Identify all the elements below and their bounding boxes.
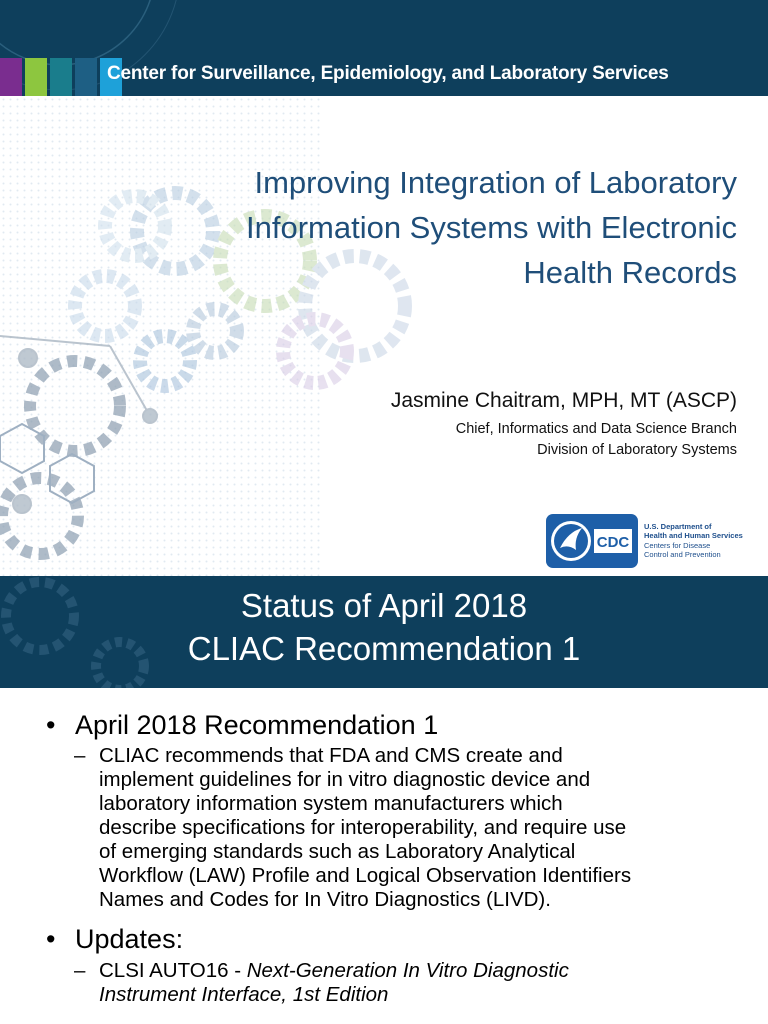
color-bar bbox=[25, 58, 47, 96]
cdc-line: Centers for Disease bbox=[644, 541, 711, 550]
sub-bullet-line: CLIAC recommends that FDA and CMS create and bbox=[99, 744, 563, 767]
presenter-role bbox=[391, 419, 737, 461]
title-line: CLIAC Recommendation 1 bbox=[187, 630, 581, 667]
content-slide bbox=[0, 576, 768, 1024]
sub-bullet-line: laboratory information system manufacturers which bbox=[99, 792, 563, 815]
slide-title bbox=[137, 160, 737, 295]
dash-marker: – bbox=[74, 959, 86, 982]
bullet-text: April 2018 Recommendation 1 bbox=[75, 710, 439, 740]
sub-bullet bbox=[46, 744, 746, 912]
sub-bullet-line: Names and Codes for In Vitro Diagnostics (LIVD). bbox=[99, 888, 551, 911]
sub-bullet-italic: Next-Generation In Vitro Diagnostic bbox=[246, 959, 569, 982]
slide-title bbox=[0, 584, 768, 670]
color-bar bbox=[75, 58, 97, 96]
slide-content bbox=[46, 709, 746, 1007]
hhs-line: U.S. Department of bbox=[644, 522, 712, 531]
cdc-line: Control and Prevention bbox=[644, 550, 721, 559]
bullet-item bbox=[46, 709, 746, 741]
title-line: Information Systems with Electronic bbox=[245, 210, 737, 245]
title-band bbox=[0, 576, 768, 688]
banner-title: Center for Surveillance, Epidemiology, and Laboratory Services bbox=[107, 63, 669, 84]
sub-bullet bbox=[46, 959, 746, 1007]
color-bar bbox=[50, 58, 72, 96]
sub-bullet-line bbox=[99, 959, 746, 983]
sub-bullet-line: describe specifications for interoperability, and require use bbox=[99, 816, 627, 839]
presenter-role-line: Division of Laboratory Systems bbox=[537, 442, 737, 458]
dash-marker: – bbox=[74, 744, 86, 767]
title-line: Improving Integration of Laboratory bbox=[254, 165, 737, 200]
cdc-label: CDC bbox=[596, 534, 630, 551]
bullet-marker: • bbox=[46, 924, 56, 954]
sub-bullet-line: Workflow (LAW) Profile and Logical Observation Identifiers bbox=[99, 864, 632, 887]
sub-bullet-line: implement guidelines for in vitro diagnostic device and bbox=[99, 768, 591, 791]
bullet-marker: • bbox=[46, 710, 56, 740]
presenter-role-line: Chief, Informatics and Data Science Branch bbox=[455, 421, 737, 437]
color-bar bbox=[0, 58, 22, 96]
hhs-line: Health and Human Services bbox=[644, 531, 743, 540]
sub-bullet-line: of emerging standards such as Laboratory Analytical bbox=[99, 840, 576, 863]
bullet-item bbox=[46, 923, 746, 955]
presenter-name: Jasmine Chaitram, MPH, MT (ASCP) bbox=[390, 389, 737, 412]
sub-bullet-line: Instrument Interface, 1st Edition bbox=[99, 983, 389, 1006]
presenter-block bbox=[391, 389, 737, 461]
sub-bullet-prefix: CLSI AUTO16 - bbox=[99, 959, 247, 982]
title-line: Status of April 2018 bbox=[240, 587, 528, 624]
header-banner bbox=[0, 0, 768, 96]
cdc-hhs-logo bbox=[546, 514, 746, 568]
title-line: Health Records bbox=[523, 255, 737, 290]
bullet-text: Updates: bbox=[75, 924, 184, 954]
